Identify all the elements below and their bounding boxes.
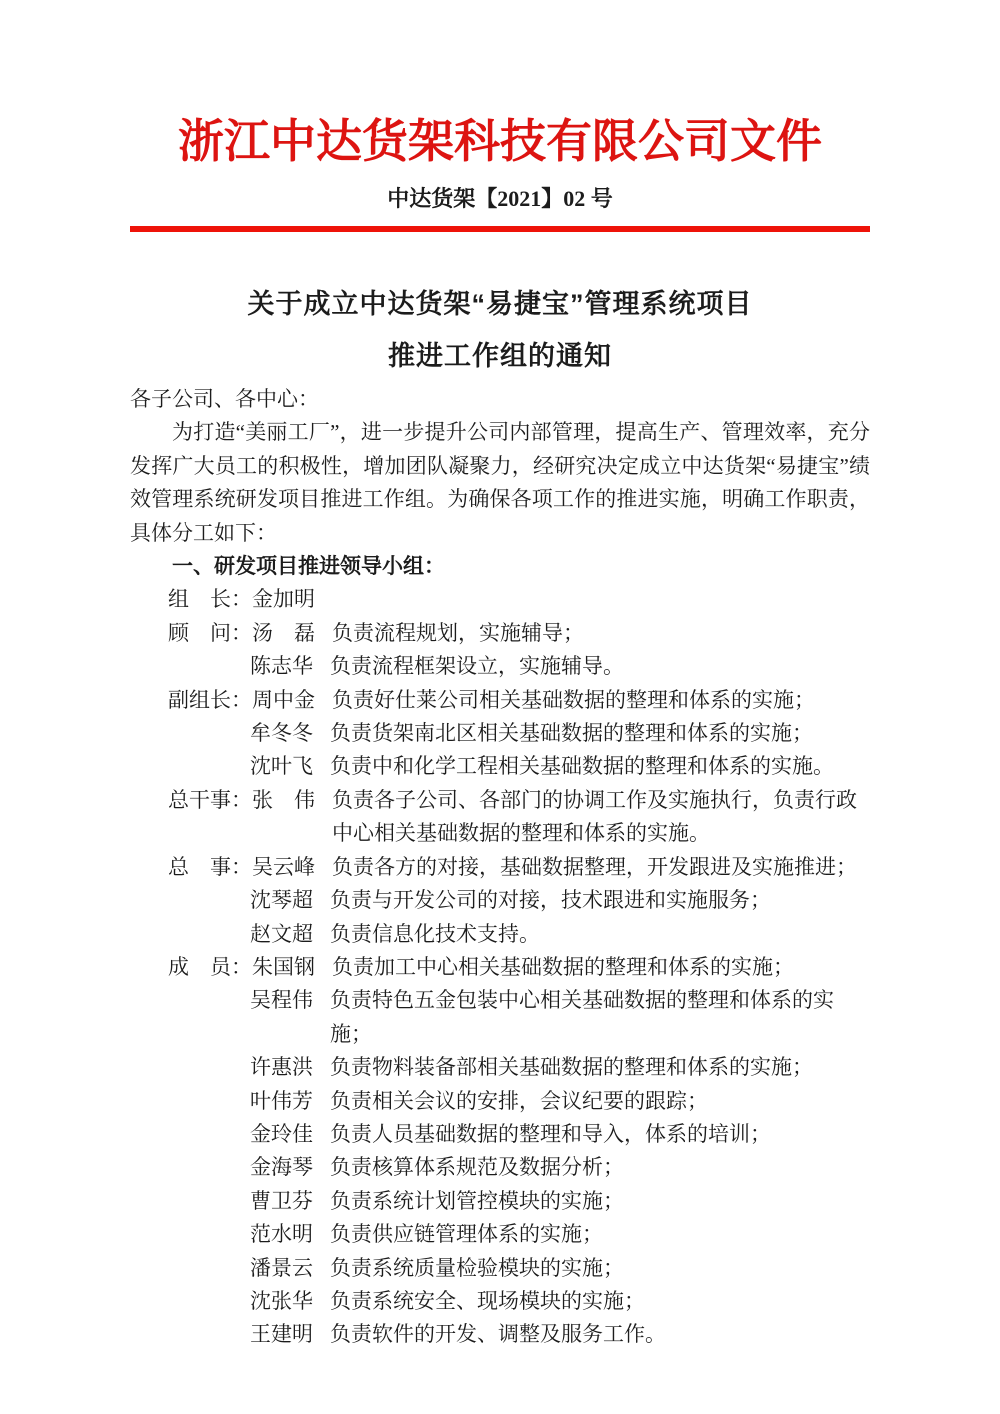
section-heading: 一、研发项目推进领导小组： bbox=[172, 555, 445, 579]
roster-row bbox=[130, 1252, 870, 1285]
roster-row bbox=[130, 1085, 870, 1118]
member-name: 沈琴超 bbox=[250, 888, 313, 913]
member-duty: 负责好仕莱公司相关基础数据的整理和体系的实施； bbox=[332, 687, 815, 712]
member-name: 曹卫芬 bbox=[250, 1188, 313, 1213]
red-divider-line bbox=[130, 226, 870, 232]
member-duty: 负责人员基础数据的整理和导入，体系的培训； bbox=[330, 1121, 771, 1146]
notice-title-line2: 推进工作组的通知 bbox=[388, 341, 612, 371]
roster-row bbox=[130, 1118, 870, 1151]
document-number: 中达货架【2021】02 号 bbox=[387, 186, 613, 211]
member-duty: 负责各方的对接，基础数据整理，开发跟进及实施推进； bbox=[332, 854, 857, 879]
role-label: 组 长： bbox=[168, 587, 252, 612]
roster-row bbox=[130, 1051, 870, 1084]
member-duty: 负责流程规划，实施辅导； bbox=[332, 620, 584, 645]
roster-row bbox=[130, 583, 870, 616]
member-duty: 负责物料装备部相关基础数据的整理和体系的实施； bbox=[330, 1055, 813, 1080]
roster-list bbox=[130, 583, 870, 1351]
roster-row bbox=[130, 851, 870, 884]
company-document-title: 浙江中达货架科技有限公司文件 bbox=[178, 116, 822, 167]
member-name: 沈叶飞 bbox=[250, 754, 313, 779]
member-duty: 负责货架南北区相关基础数据的整理和体系的实施； bbox=[330, 721, 813, 746]
roster-row bbox=[130, 918, 870, 951]
member-duty: 负责流程框架设立，实施辅导。 bbox=[330, 654, 624, 679]
member-name: 王建明 bbox=[250, 1322, 313, 1347]
roster-row bbox=[130, 984, 870, 1051]
role-label: 总 事： bbox=[168, 854, 252, 879]
roster-row bbox=[130, 784, 870, 851]
member-duty: 负责核算体系规范及数据分析； bbox=[330, 1155, 624, 1180]
roster-row bbox=[130, 1318, 870, 1351]
role-label: 顾 问： bbox=[168, 620, 252, 645]
document-content bbox=[0, 112, 1000, 1352]
role-label: 成 员： bbox=[168, 954, 252, 979]
roster-row bbox=[130, 1185, 870, 1218]
member-name: 叶伟芳 bbox=[250, 1088, 313, 1113]
member-duty: 负责各子公司、各部门的协调工作及实施执行，负责行政中心相关基础数据的整理和体系的实施。 bbox=[332, 787, 857, 846]
member-name: 吴云峰 bbox=[252, 854, 315, 879]
roster-row bbox=[130, 1151, 870, 1184]
member-duty: 负责软件的开发、调整及服务工作。 bbox=[330, 1322, 666, 1347]
member-duty: 负责中和化学工程相关基础数据的整理和体系的实施。 bbox=[330, 754, 834, 779]
member-name: 金玲佳 bbox=[250, 1121, 313, 1146]
member-name: 沈张华 bbox=[250, 1288, 313, 1313]
roster-row bbox=[130, 617, 870, 650]
roster-row bbox=[130, 1285, 870, 1318]
intro-paragraph: 为打造“美丽工厂”，进一步提升公司内部管理，提高生产、管理效率，充分发挥广大员工的积极性，增加团队凝聚力，经研究决定成立中达货架“易捷宝”绩效管理系统研发项目推进工作组。为确保各项工作的推进实施，明确工作职责，具体分工如下： bbox=[130, 420, 870, 545]
member-name: 范水明 bbox=[250, 1222, 313, 1247]
roster-row bbox=[130, 717, 870, 750]
roster-row bbox=[130, 1218, 870, 1251]
member-name: 牟冬冬 bbox=[250, 721, 313, 746]
member-duty: 负责加工中心相关基础数据的整理和体系的实施； bbox=[332, 954, 794, 979]
member-name: 许惠洪 bbox=[250, 1055, 313, 1080]
member-name: 汤 磊 bbox=[252, 620, 315, 645]
member-duty: 负责信息化技术支持。 bbox=[330, 921, 540, 946]
member-name: 陈志华 bbox=[250, 654, 313, 679]
roster-row bbox=[130, 650, 870, 683]
member-name: 吴程伟 bbox=[250, 988, 313, 1013]
member-duty: 负责相关会议的安排，会议纪要的跟踪； bbox=[330, 1088, 708, 1113]
role-label: 副组长： bbox=[168, 687, 252, 712]
roster-row bbox=[130, 750, 870, 783]
member-name: 朱国钢 bbox=[252, 954, 315, 979]
member-name: 潘景云 bbox=[250, 1255, 313, 1280]
roster-row bbox=[130, 951, 870, 984]
member-duty: 负责系统计划管控模块的实施； bbox=[330, 1188, 624, 1213]
member-name: 张 伟 bbox=[252, 787, 315, 812]
member-duty: 负责与开发公司的对接，技术跟进和实施服务； bbox=[330, 888, 771, 913]
member-name: 金加明 bbox=[252, 587, 315, 612]
member-duty: 负责供应链管理体系的实施； bbox=[330, 1222, 603, 1247]
member-name: 周中金 bbox=[252, 687, 315, 712]
role-label: 总干事： bbox=[168, 787, 252, 812]
notice-title-line1: 关于成立中达货架“易捷宝”管理系统项目 bbox=[247, 289, 753, 319]
notice-title bbox=[130, 278, 870, 382]
roster-row bbox=[130, 884, 870, 917]
member-duty: 负责特色五金包装中心相关基础数据的整理和体系的实施； bbox=[330, 988, 834, 1046]
roster-row bbox=[130, 684, 870, 717]
member-duty: 负责系统安全、现场模块的实施； bbox=[330, 1288, 645, 1313]
member-duty: 负责系统质量检验模块的实施； bbox=[330, 1255, 624, 1280]
salutation: 各子公司、各中心： bbox=[130, 387, 319, 411]
member-name: 金海琴 bbox=[250, 1155, 313, 1180]
member-name: 赵文超 bbox=[250, 921, 313, 946]
